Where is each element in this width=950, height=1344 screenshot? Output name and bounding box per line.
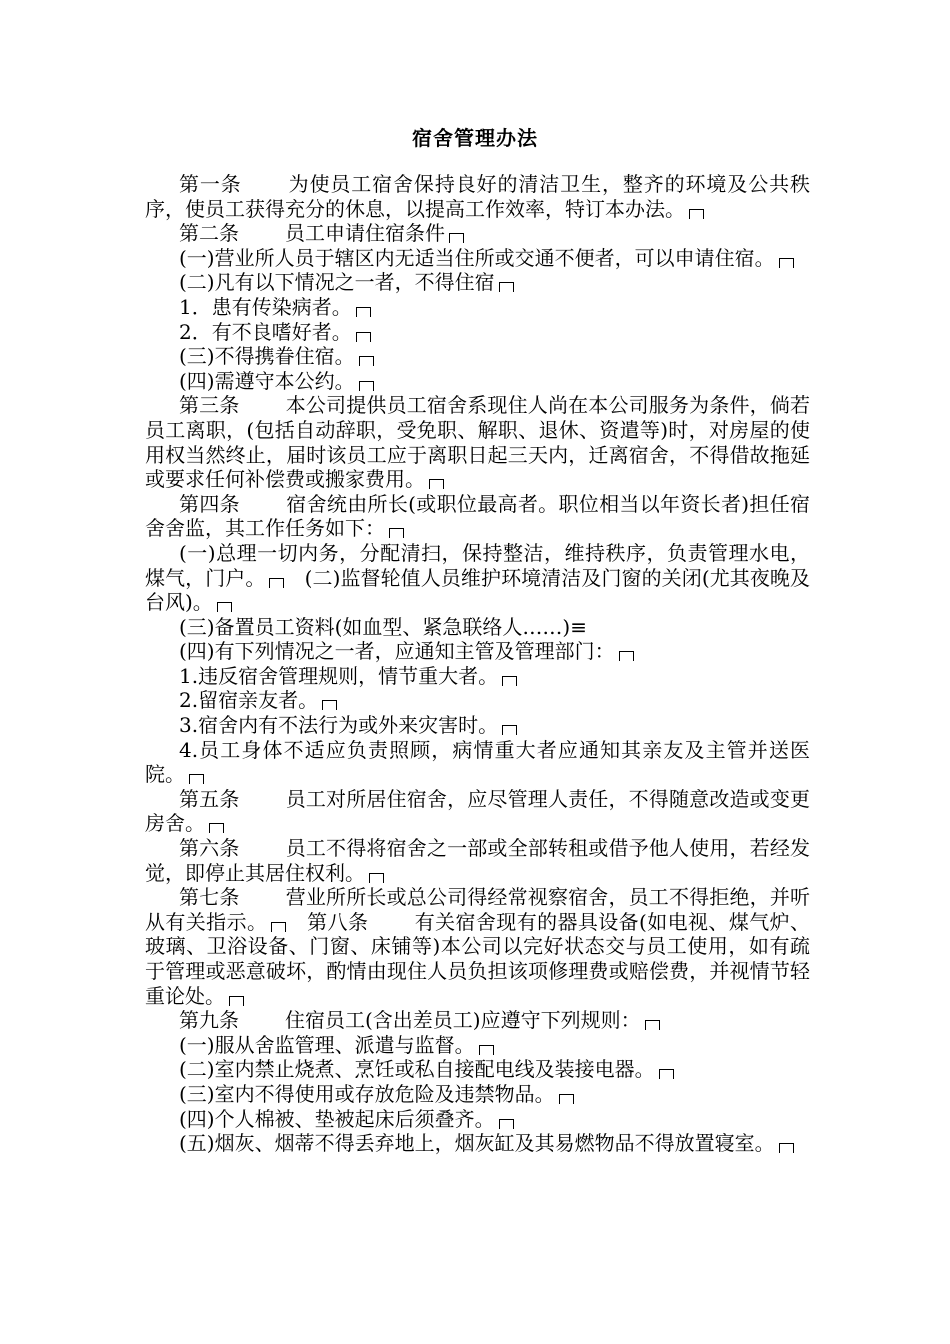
paragraph-text: 营业所所长或总公司得经常视察宿舍，员工不得拒绝，并听从有关指示。 (145, 885, 811, 934)
paragraph-mark-icon (659, 1069, 674, 1079)
paragraph-mark-icon (369, 873, 384, 883)
paragraph (145, 639, 810, 664)
paragraph-text: 1.违反宿舍管理规则，情节重大者。 (179, 663, 499, 688)
paragraph (145, 1057, 810, 1082)
paragraph-text: 4.员工身体不适应负责照顾，病情重大者应通知其亲友及主管并送医院。 (145, 737, 810, 787)
paragraph-text: 3.宿舍内有不法行为或外来灾害时。 (179, 713, 499, 738)
paragraph-text: (一)总理一切内务，分配清扫，保持整洁，维持秩序，负责管理水电，煤气，门户。 (145, 540, 810, 590)
paragraph-text: 为使员工宿舍保持良好的清洁卫生，整齐的环境及公共秩序，使员工获得充分的休息，以提高工作效率，特订本办法。 (145, 172, 811, 221)
paragraph-text: (五)烟灰、烟蒂不得丢弃地上，烟灰缸及其易燃物品不得放置寝室。 (179, 1131, 775, 1156)
paragraph (145, 615, 810, 640)
paragraph (145, 270, 810, 295)
paragraph-mark-icon (499, 1119, 514, 1129)
paragraph-mark-icon (645, 1020, 660, 1030)
paragraph-mark-icon (502, 725, 517, 735)
paragraph-text: (四)有下列情况之一者，应通知主管及管理部门： (179, 639, 615, 664)
paragraph-text: 员工对所居住宿舍，应尽管理人责任，不得随意改造或变更房舍。 (145, 786, 811, 836)
paragraph-mark-icon (322, 700, 337, 710)
format-mark: ≡ (570, 614, 587, 639)
paragraph-mark-icon (356, 332, 371, 342)
paragraph-text: 1．患有传染病者。 (179, 294, 352, 319)
paragraph (145, 664, 810, 689)
clause-label: 第二条 (179, 221, 239, 246)
paragraph (145, 713, 810, 738)
paragraph-mark-icon (689, 209, 704, 219)
paragraph-mark-icon (389, 528, 404, 538)
clause-label: 第八条 (307, 909, 369, 934)
paragraph-mark-icon (449, 233, 464, 243)
clause-label: 第四条 (179, 491, 240, 516)
paragraph-mark-icon (189, 774, 204, 784)
paragraph-text: 住宿员工(含出差员工)应遵守下列规则： (285, 1008, 641, 1033)
paragraph (145, 787, 810, 836)
paragraph-text: 宿舍统由所长(或职位最高者。职位相当以年资长者)担任宿舍舍监，其工作任务如下： (145, 491, 811, 541)
paragraph (145, 393, 810, 491)
paragraph (145, 738, 810, 787)
paragraph-mark-icon (217, 602, 232, 612)
paragraph (145, 320, 810, 345)
paragraph-mark-icon (359, 381, 374, 391)
paragraph-mark-icon (779, 258, 794, 268)
paragraph (145, 172, 810, 221)
clause-label: 第一条 (179, 172, 242, 196)
paragraph-mark-icon (209, 823, 224, 833)
paragraph (145, 221, 810, 246)
clause-label: 第三条 (179, 393, 240, 418)
paragraph-text: (三)室内不得使用或存放危险及违禁物品。 (179, 1081, 555, 1106)
paragraph-text: (二)凡有以下情况之一者，不得住宿 (179, 270, 495, 295)
paragraph-text: (一)服从舍监管理、派遣与监督。 (179, 1032, 475, 1057)
clause-label: 第七条 (179, 885, 240, 910)
paragraph-text: 员工不得将宿舍之一部或全部转租或借予他人使用，若经发觉，即停止其居住权利。 (145, 836, 811, 885)
paragraph (145, 1008, 810, 1033)
paragraph-mark-icon (499, 282, 514, 292)
paragraph (145, 688, 810, 713)
paragraph-mark-icon (502, 676, 517, 686)
paragraph-mark-icon (229, 996, 244, 1006)
paragraph-mark-icon (779, 1143, 794, 1153)
paragraph-mark-icon (356, 307, 371, 317)
paragraph (145, 369, 810, 394)
paragraph-text: (四)需遵守本公约。 (179, 368, 355, 393)
paragraph-text: (二)监督轮值人员维护环境清洁及门窗的关闭(尤其夜晚及台风)。 (145, 565, 811, 615)
paragraph-mark-icon (429, 479, 444, 489)
clause-label: 第九条 (179, 1008, 239, 1033)
paragraph-mark-icon (619, 651, 634, 661)
paragraph (145, 246, 810, 271)
document-body (145, 172, 810, 1156)
clause-label: 第五条 (179, 786, 240, 811)
paragraph-mark-icon (559, 1094, 574, 1104)
paragraph-text: 本公司提供员工宿舍系现住人尚在本公司服务为条件，倘若员工离职，(包括自动辞职，受免职、解职、退休、资遣等)时，对房屋的使用权当然终止，届时该员工应于离职日起三天内，迁离宿舍，不得借故拖延或要求任何补偿费或搬家费用。 (145, 393, 811, 492)
paragraph-text: 员工申请住宿条件 (285, 221, 445, 246)
paragraph-text: (三)不得携眷住宿。 (179, 344, 355, 369)
paragraph-text: (三)备置员工资料(如血型、紧急联络人……) (179, 614, 571, 639)
paragraph (145, 836, 810, 885)
paragraph-mark-icon (479, 1045, 494, 1055)
paragraph-text: 2．有不良嗜好者。 (179, 319, 352, 344)
document-title: 宿舍管理办法 (412, 126, 538, 150)
paragraph (145, 1082, 810, 1107)
paragraph (145, 885, 810, 1008)
paragraph-text: (二)室内禁止烧煮、烹饪或私自接配电线及装接电器。 (179, 1057, 655, 1082)
paragraph (145, 1131, 810, 1156)
paragraph-text: 有关宿舍现有的器具设备(如电视、煤气炉、玻璃、卫浴设备、门窗、床铺等)本公司以完好状态交与员工使用，如有疏于管理或恶意破坏，酌情由现住人员负担该项修理费或赔偿费，并视情节轻重论处。 (145, 909, 811, 1008)
paragraph (145, 344, 810, 369)
paragraph-mark-icon (269, 578, 284, 588)
paragraph-mark-icon (359, 356, 374, 366)
paragraph (145, 541, 810, 615)
clause-label: 第六条 (179, 836, 240, 861)
paragraph-text: 2.留宿亲友者。 (179, 688, 319, 713)
paragraph (145, 1107, 810, 1132)
paragraph (145, 492, 810, 541)
paragraph-text: (四)个人棉被、垫被起床后须叠齐。 (179, 1106, 495, 1131)
paragraph-mark-icon (271, 922, 286, 932)
paragraph-text: (一)营业所人员于辖区内无适当住所或交通不便者，可以申请住宿。 (179, 245, 775, 270)
paragraph (145, 295, 810, 320)
paragraph (145, 1033, 810, 1058)
